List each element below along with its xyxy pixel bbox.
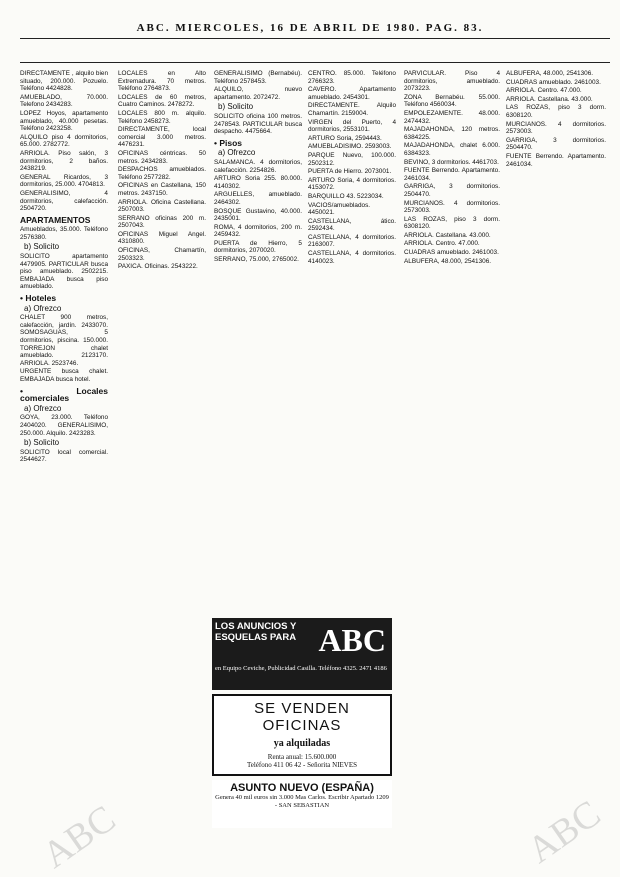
column-2 xyxy=(118,70,206,860)
classified-ad: CASTELLANA, 4 dormitorios. 2163007. xyxy=(308,233,396,249)
classified-ad: GENERALISIMO, 4 dormitorios, calefacción. 2504720. xyxy=(20,189,108,213)
classified-ad: PARQUE Nuevo, 100.000. 2502312. xyxy=(308,151,396,167)
abc-ad-details: en Equipo Ceviche, Publicidad Casilla. Teléfono 4325. 2471 4186 xyxy=(215,665,387,672)
column-6 xyxy=(506,70,606,860)
classified-ad: BOSQUE Gustavino, 40.000. 2435001. xyxy=(214,207,302,223)
oficinas-advertisement xyxy=(212,694,392,776)
oficinas-ad-title: SE VENDEN OFICINAS xyxy=(254,700,350,734)
classified-ad: MAJADAHONDA, chalet 6.000. 6384323. xyxy=(404,142,500,157)
classified-ad: ARRIOLA. Centro. 47.000. xyxy=(506,87,582,95)
classified-ad: PARVICULAR. Piso 4 dormitorios, amueblado. 2073223. xyxy=(404,70,500,93)
classified-ad: CASTELLANA, ático. 2592434. xyxy=(308,217,396,233)
classified-ad: ALQUILO piso 4 dormitorios, 65.000. 2782772. xyxy=(20,133,108,149)
classified-ad: FUENTE Berrendo. Apartamento. 2461034. xyxy=(404,167,500,182)
classified-ad: OFICINAS en Castellana, 150 metros. 2437150. xyxy=(118,182,206,197)
classified-ad: ARRIOLA. Centro. 47.000. xyxy=(404,240,480,248)
oficinas-ad-phone: Teléfono 411 06 42 - Señorita NIEVES xyxy=(246,761,358,769)
classified-ad: VIRGEN del Puerto, 4 dormitorios, 2553101. xyxy=(308,118,396,134)
section-heading: • Pisos xyxy=(214,137,243,148)
classified-ad: BARQUILLO 43. 5223034. xyxy=(308,192,384,200)
classified-ad: DIRECTAMENTE , alquilo bien situado, 200.000. Pozuelo. Teléfono 4424828. xyxy=(20,70,108,93)
classified-ad: GARRIGA, 3 dormitorios. 2504470. xyxy=(404,183,500,198)
classified-ad: CUADRAS amueblado. 2461003. xyxy=(506,78,601,86)
classified-ad: MURCIANOS. 4 dormitorios. 2573003. xyxy=(506,120,606,136)
classified-ad: FUENTE Berrendo. Apartamento. 2461034. xyxy=(506,152,606,168)
classified-ad: ARTURO Soria 255. 80.000. 4140302. xyxy=(214,175,302,190)
classified-ad: VACIOS/amueblados. 4450021. xyxy=(308,201,371,217)
subsection-heading: b) Solicito xyxy=(24,242,60,252)
section-heading: APARTAMENTOS xyxy=(20,214,91,225)
classified-ad: GENERAL Ricardos, 3 dormitorios, 25.000. 4704813. xyxy=(20,173,108,189)
classified-ad: PAXICA. Oficinas. 2543222. xyxy=(118,263,198,271)
subsection-heading: b) Solicito xyxy=(218,102,254,112)
header-rule-2 xyxy=(20,62,610,63)
classified-ad: OFICINAS céntricas. 50 metros. 2434283. xyxy=(118,149,206,165)
classified-ad: DESPACHOS amueblados. Teléfono 2577282. xyxy=(118,166,206,181)
classified-ad: LOCALES 800 m. alquilo. Teléfono 2458273. xyxy=(118,109,206,125)
classified-ad: ALBUFERA, 48.000, 2541306. xyxy=(506,70,594,77)
classified-ad: ARRIOLA. Oficina Castellana. 2507003. xyxy=(118,198,206,214)
classified-ad: ARRIOLA. Piso salón, 3 dormitorios, 2 baños. 2438219. xyxy=(20,149,108,173)
subsection-heading: b) Solicito xyxy=(24,438,60,448)
classified-ad: ARGUELLES, amueblado. 2464302. xyxy=(214,191,302,206)
classified-ad: DIRECTAMENTE, local comercial 3.000 metros. 4476231. xyxy=(118,126,206,149)
classified-ad: ALBUFERA, 48.000, 2541306. xyxy=(404,257,492,265)
column-3 xyxy=(214,70,302,610)
column-4 xyxy=(308,70,396,610)
classified-ad: OFICINAS Miguel Angel. 4310800. xyxy=(118,230,206,246)
classified-ad: LAS ROZAS, piso 3 dorm. 6308120. xyxy=(506,104,606,119)
classified-ad: SOLICITO apartamento 4479905. PARTICULAR busca piso amueblado. 2502215. EMBAJADA busca piso amueblado. xyxy=(20,253,108,291)
classified-ad: SERRANO oficinas 200 m. 2507043. xyxy=(118,214,206,230)
column-5 xyxy=(404,70,500,860)
classified-ad: EMPOLEZAMENTE. 48.000. 2474432. xyxy=(404,109,500,125)
classified-ad: CENTRO. 85.000. Teléfono 2766323. xyxy=(308,70,396,85)
classified-ad: ARTURO Soria, 2594443. xyxy=(308,134,382,142)
classified-ad: ARRIOLA. Castellana. 43.000. xyxy=(404,231,491,239)
abc-advertisement xyxy=(212,618,392,690)
asunto-ad-text: Genera 40 mil euros sin 3.000 Mas Carlos. Escribir Apartado 1209 - SAN SEBASTIAN xyxy=(215,794,389,809)
classified-ad: CASTELLANA, 4 dormitorios. 4140023. xyxy=(308,250,396,265)
classified-ad: AMUEBLADO, 70.000. Telefono 2434283. xyxy=(20,93,108,109)
classified-ad: LAS ROZAS, piso 3 dorm. 6308120. xyxy=(404,215,500,231)
classified-ad: SOLICITO oficina 100 metros. 2478543. PARTICULAR busca despacho. 4475664. xyxy=(214,112,302,136)
classified-ad: SERRANO, 75.000, 2765002. xyxy=(214,256,299,264)
classified-ad: LOCALES de 60 metros, Cuatro Caminos. 2478272. xyxy=(118,93,206,109)
section-heading: • Locales comerciales xyxy=(20,385,108,404)
classified-ad: GOYA, 23.000. Teléfono 2404020. GENERALISIMO, 250.000. Alquilo. 2423283. xyxy=(20,414,108,437)
classified-ad: LOCALES en Alto Extremadura. 70 metros. Teléfono 2764873. xyxy=(118,70,206,93)
classified-ad: SOLICITO local comercial. 2544627. xyxy=(20,448,108,464)
classified-ad: CAVERO. Apartamento amueblado. 2454301. xyxy=(308,86,396,101)
classified-ad: BEVINO, 3 dormitorios. 4461703. xyxy=(404,158,499,166)
classified-ad: ZONA Bernabéu. 55.000. Teléfono 4560034. xyxy=(404,93,500,109)
abc-logo: ABC xyxy=(318,622,386,658)
classified-ad: CHALET 900 metros, calefacción, jardín. 2433070. SOMOSAGUAS, 5 dormitorios, piscina. 150.000. TORREJON chalet amueblado. 2123170. ARRIOLA. 2523746. xyxy=(20,314,108,367)
classified-ad: ARRIOLA. Castellana. 43.000. xyxy=(506,95,593,103)
column-1 xyxy=(20,70,108,860)
classified-ad: ROMA, 4 dormitorios, 200 m. 2459432. xyxy=(214,223,302,239)
classified-ad: Amueblados, 35.000. Teléfono 2576380. xyxy=(20,226,108,241)
classified-ad: AMUEBLADISIMO. 2593003. xyxy=(308,143,392,151)
abc-watermark: ABC xyxy=(520,792,609,872)
classified-ad: GARRIGA, 3 dormitorios. 2504470. xyxy=(506,136,606,152)
classified-ad: CUADRAS amueblado. 2461003. xyxy=(404,249,499,257)
page-header: ABC. MIERCOLES, 16 DE ABRIL DE 1980. PAG. 83. xyxy=(136,22,484,34)
classified-ad: GENERALISIMO (Bernabéu). Teléfono 2578453. xyxy=(214,70,302,85)
classified-ad: ALQUILO, nuevo apartamento. 2072472. xyxy=(214,86,302,101)
subsection-heading: a) Ofrezco xyxy=(24,303,62,313)
classified-ad: DIRECTAMENTE. Alquilo Chamartín. 2159004. xyxy=(308,102,396,117)
subsection-heading: a) Ofrezco xyxy=(218,148,256,158)
classified-ad: OFICINAS, Chamartín, 2503323. xyxy=(118,247,206,262)
classified-ad: SALAMANCA. 4 dormitorios, calefacción. 2254826. xyxy=(214,158,302,174)
oficinas-ad-price: Renta anual: 15.600.000 xyxy=(267,753,337,761)
abc-watermark: ABC xyxy=(35,797,124,877)
classified-ad: MURCIANOS. 4 dormitorios. 2573003. xyxy=(404,199,500,215)
classified-ad: LOPEZ Hoyos, apartamento amueblado, 40.000 pesetas. Teléfono 2423258. xyxy=(20,109,108,133)
asunto-ad-title: ASUNTO NUEVO (ESPAÑA) xyxy=(230,782,374,794)
abc-ad-headline: LOS ANUNCIOS Y ESQUELAS PARA xyxy=(215,621,297,643)
asunto-advertisement xyxy=(212,780,392,828)
classified-ad: MAJADAHONDA, 120 metros. 6384225. xyxy=(404,126,500,141)
subsection-heading: a) Ofrezco xyxy=(24,403,62,413)
classified-ad: ARTURO Soria, 4 dormitorios. 4153072. xyxy=(308,176,396,192)
classified-ad: PUERTA de Hierro, 5 dormitorios, 2070020. xyxy=(214,239,302,255)
classified-ad: PUERTA de Hierro. 2073001. xyxy=(308,168,392,176)
oficinas-ad-subtitle: ya alquiladas xyxy=(273,738,331,749)
header-rule xyxy=(20,38,610,39)
section-heading: • Hoteles xyxy=(20,293,57,304)
classified-ad: URGENTE busca chalet. EMBAJADA busca hotel. xyxy=(20,368,108,383)
